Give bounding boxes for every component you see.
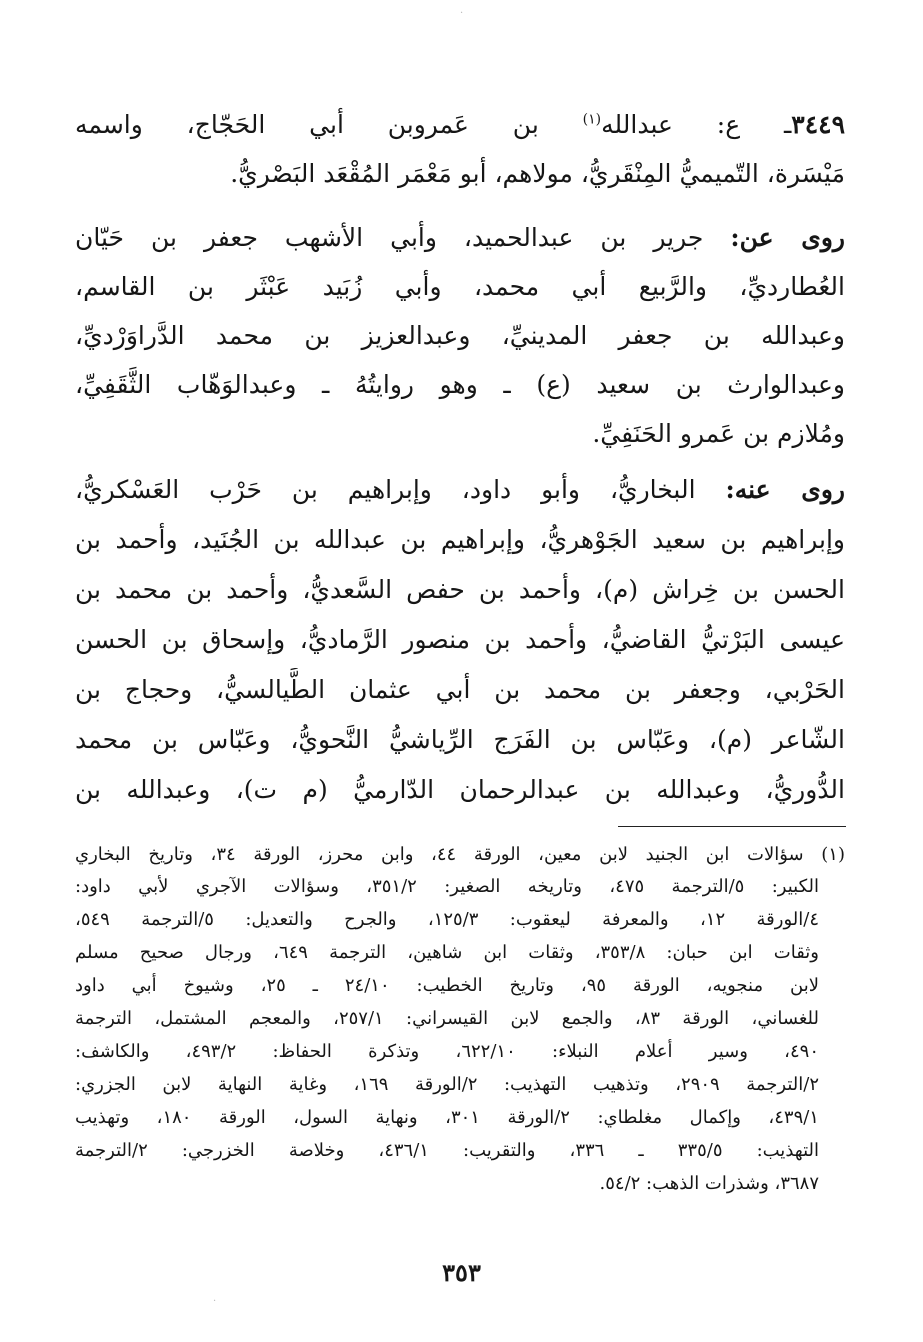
rawa-an-line: العُطارديِّ، والرَّبيع أبي محمد، وأبي زُبَيد عَبْثَر بن القاسم،	[75, 272, 845, 301]
rawa-anhu-line: الدُّوريُّ، وعبدالله بن عبدالرحمان الدّارميُّ (م ت)، وعبدالله بن	[75, 775, 845, 804]
footnote-line: وثقات ابن حبان: ٣٥٣/٨، وثقات ابن شاهين، الترجمة ٦٤٩، ورجال صحيح مسلم	[75, 942, 819, 963]
rawa-anhu-line: الشّاعر (م)، وعَبّاس بن الفَرَج الرِّياشيُّ النَّحويُّ، وعَبّاس بن محمد	[75, 725, 845, 754]
rawa-anhu-line-1	[75, 468, 845, 512]
footnote-marker: (١)	[821, 844, 845, 865]
footnote-separator	[618, 826, 846, 827]
scan-mark-bottom: ·	[213, 1296, 217, 1307]
footnote-line: ٣٦٨٧، وشذرات الذهب: ٥٤/٢.	[599, 1173, 819, 1194]
footnote-line: الكبير: ٥/الترجمة ٤٧٥، وتاريخه الصغير: ٣٥١/٢، وسؤالات الآجري لأبي داود:	[75, 876, 819, 897]
rawa-an-line: وعبدالله بن جعفر المدينيِّ، وعبدالعزيز بن محمد الدَّراوَرْديِّ،	[75, 321, 845, 350]
rawa-an-line: ومُلازم بن عَمرو الحَنَفِيِّ.	[592, 419, 845, 448]
footnote-line: لابن منجويه، الورقة ٩٥، وتاريخ الخطيب: ٢٤/١٠ ـ ٢٥، وشيوخ أبي داود	[75, 975, 819, 996]
rawa-an-line-1	[75, 216, 845, 260]
footnote-line: للغساني، الورقة ٨٣، والجمع لابن القيسراني: ٢٥٧/١، والمعجم المشتمل، الترجمة	[75, 1008, 819, 1029]
rawa-anhu-line: الحسن بن خِراش (م)، وأحمد بن حفص السَّعديُّ، وأحمد بن محمد بن	[75, 575, 845, 604]
rawa-anhu-line-1-text: البخاريُّ، وأبو داود، وإبراهيم بن حَرْب العَسْكريُّ،	[75, 475, 726, 504]
entry-head-rest: بن عَمروبن أبي الحَجّاج، واسمه	[75, 110, 583, 139]
rawa-anhu-line: عيسى البَرْتيُّ القاضيُّ، وأحمد بن منصور الرَّماديُّ، وإسحاق بن الحسن	[75, 625, 845, 654]
entry-head: ـ ع: عبدالله	[601, 110, 792, 139]
entry-line-2: مَيْسَرة، التّميميُّ المِنْقَريُّ، مولاهم، أبو مَعْمَر المُقْعَد البَصْريُّ.	[230, 159, 845, 188]
rawa-an-line-1-text: جرير بن عبدالحميد، وأبي الأشهب جعفر بن حَيّان	[75, 223, 731, 252]
scan-mark-top: ·	[460, 8, 464, 19]
entry-number: ٣٤٤٩	[791, 110, 845, 139]
footnote-line: ٤٣٩/١، وإكمال مغلطاي: ٢/الورقة ٣٠١، ونهاية السول، الورقة ١٨٠، وتهذيب	[75, 1107, 819, 1128]
rawa-anhu-label: روى عنه:	[725, 475, 845, 504]
rawa-anhu-line: وإبراهيم بن سعيد الجَوْهريُّ، وإبراهيم بن عبدالله بن الجُنَيد، وأحمد بن	[75, 525, 845, 554]
entry-line-1	[75, 103, 845, 147]
footnote-line: ٢/الترجمة ٢٩٠٩، وتذهيب التهذيب: ٢/الورقة ١٦٩، وغاية النهاية لابن الجزري:	[75, 1074, 819, 1095]
page-number: ٣٥٣	[442, 1258, 481, 1287]
footnote-line: ٤٩٠، وسير أعلام النبلاء: ٦٢٢/١٠، وتذكرة الحفاظ: ٤٩٣/٢، والكاشف:	[75, 1041, 819, 1062]
footnote-line: ٤/الورقة ١٢، والمعرفة ليعقوب: ١٢٥/٣، والجرح والتعديل: ٥/الترجمة ٥٤٩،	[75, 909, 819, 930]
footnote-line: التهذيب: ٣٣٥/٥ ـ ٣٣٦، والتقريب: ٤٣٦/١، وخلاصة الخزرجي: ٢/الترجمة	[75, 1140, 819, 1161]
rawa-an-line: وعبدالوارث بن سعيد (ع) ـ وهو روايتُهُ ـ وعبدالوَهّاب الثَّقَفِيِّ،	[75, 370, 845, 399]
rawa-an-label: روى عن:	[730, 223, 845, 252]
footnote-line-1	[75, 840, 845, 870]
footnote-ref[interactable]: (١)	[582, 111, 602, 128]
footnote-line-1-text: سؤالات ابن الجنيد لابن معين، الورقة ٤٤، وابن محرز، الورقة ٣٤، وتاريخ البخاري	[75, 844, 822, 865]
rawa-anhu-line: الحَرْبي، وجعفر بن محمد بن أبي عثمان الطَّيالسيُّ، وحجاج بن	[75, 675, 845, 704]
